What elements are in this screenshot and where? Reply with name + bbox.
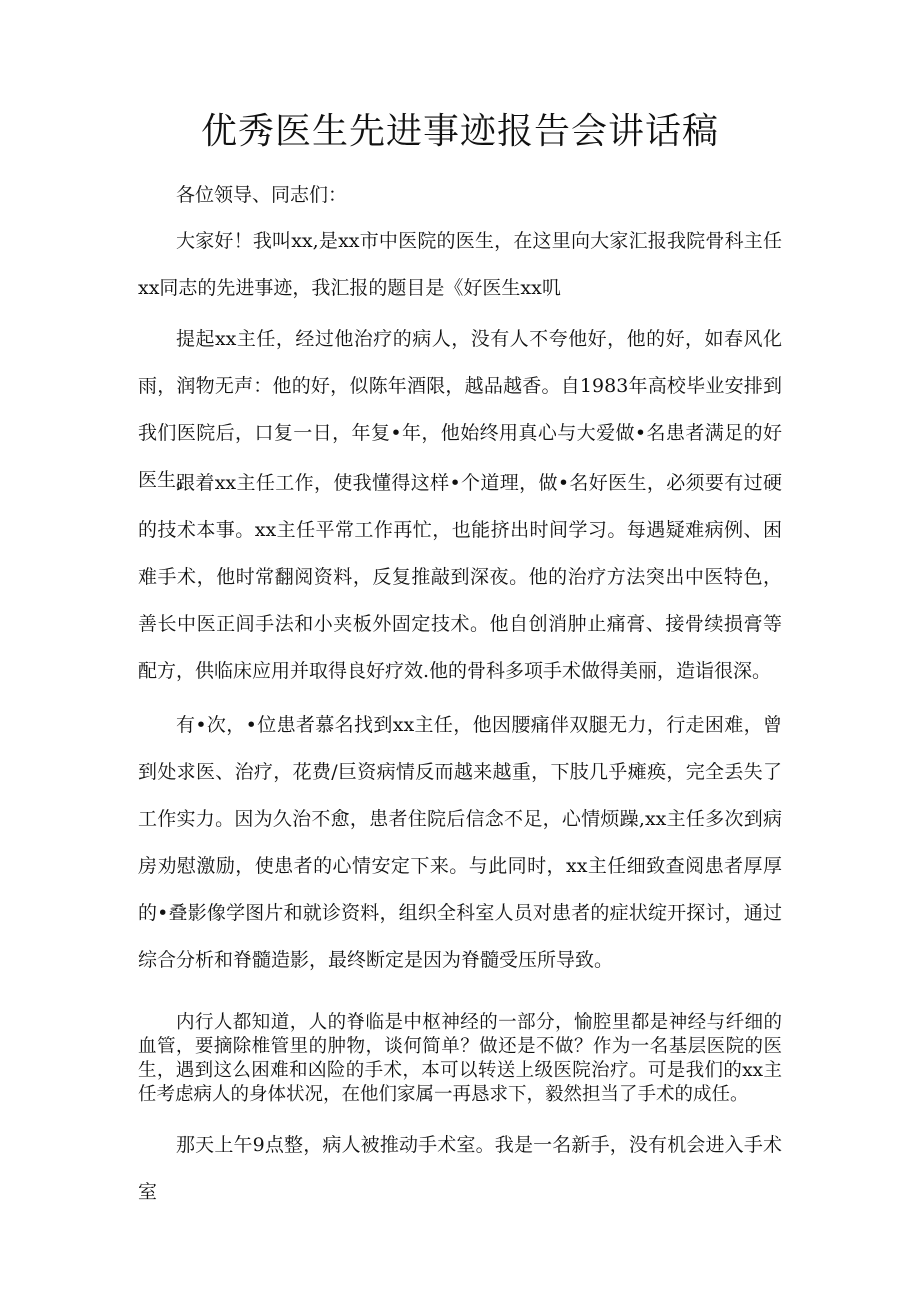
salutation-paragraph: 各位领导、同志们：	[176, 184, 348, 206]
body-paragraph: 内行人都知道，人的脊临是中枢神经的一部分，愉腔里都是神经与纤细的血管，要摘除椎管里的肿物，谈何简单？做还是不做？作为一名基层医院的医生，遇到这么困难和凶险的手术，本可以转送上级医院治疗。可是我们的xx主任考虑病人的身体状况，在他们家属一再恳求下，毅然担当了手术的成任。	[138, 1012, 782, 1105]
body-paragraph: 有•次，•位患者慕名找到xx主任，他因腰痛伴双腿无力，行走困难，曾到处求医、治疗，花费/巨资病情反而越来越重，下肢几乎瘫痪，完全丢失了工作实力。因为久治不愈，患者住院后信念不足，心情烦躁,xx主任多次到病房劝慰激励，使患者的心情安定下来。与此同时，xx主任细致查阅患者厚厚的•叠影像学图片和就诊资料，组织全科室人员对患者的症状绽开探讨，通过综合分析和脊髓造影，最终断定是因为脊髓受压所导致。	[138, 714, 782, 971]
body-paragraph: 跟着xx主任工作，使我懂得这样•个道理，做•名好医生，必须要有过硬的技术本事。xx主任平常工作再忙，也能挤出时间学习。每遇疑难病例、困难手术，他时常翻阅资料，反复推敲到深夜。他的治疗方法突出中医特色，善长中医正闾手法和小夹板外固定技术。他自创消肿止痛膏、接骨续损膏等配方，供临床应用并取得良好疗效.他的骨科多项手术做得美丽，造诣很深。	[138, 472, 782, 682]
body-paragraph: 大家好！我叫xx,是xx市中医院的医生，在这里向大家汇报我院骨科主任xx同志的先进事迹，我汇报的题目是《好医生xx叽	[138, 230, 782, 299]
body-paragraph: 那天上午9点整，病人被推动手术室。我是一名新手，没有机会进入手术室	[138, 1134, 782, 1203]
body-paragraph: 提起xx主任，经过他治疗的病人，没有人不夸他好，他的好，如春风化雨，润物无声：他的好，似陈年酒限，越品越香。自1983年高校毕业安排到我们医院后，口复一日，年复•年，他始终用真心与大爱做•名患者满足的好医生。	[138, 328, 782, 491]
document-title: 优秀医生先进事迹报告会讲话稿	[200, 111, 719, 152]
